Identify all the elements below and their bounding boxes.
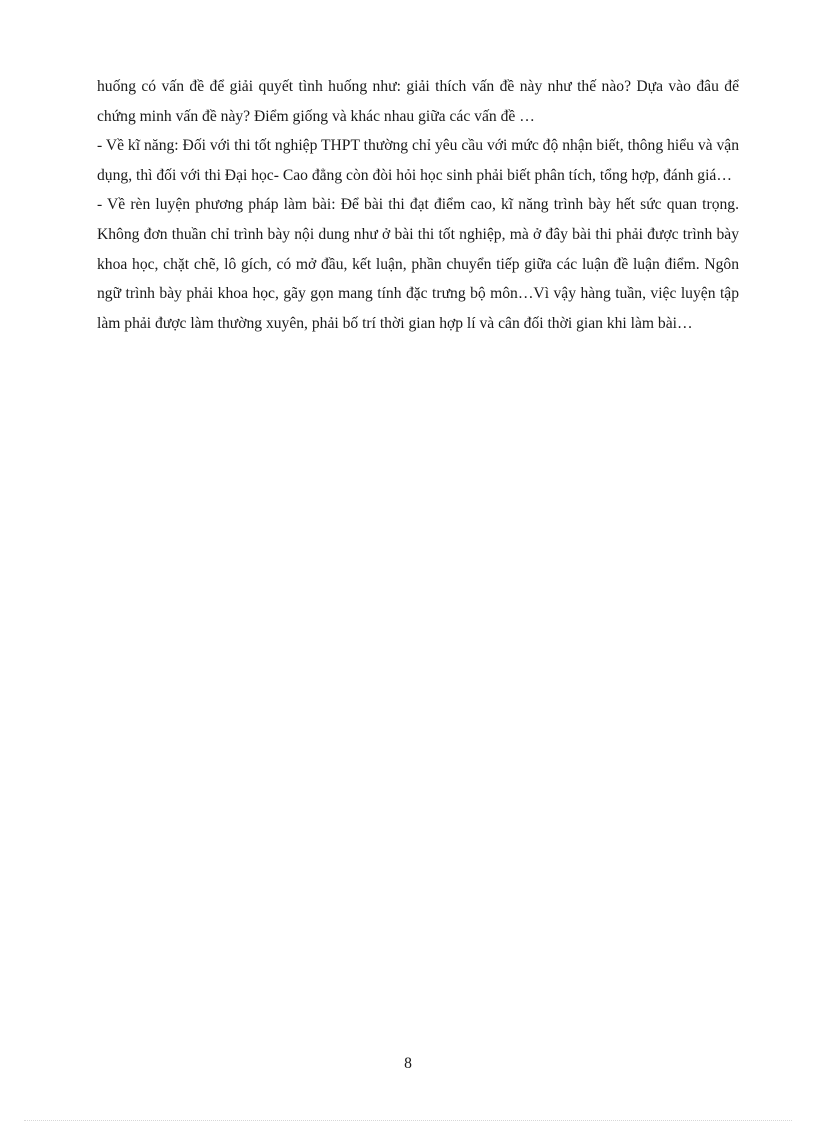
page-bottom-divider: [24, 1120, 792, 1121]
paragraph-continuation: huống có vấn đề để giải quyết tình huống như: giải thích vấn đề này như thế nào? Dựa vào đâu để chứng minh vấn đề này? Điểm giống và khác nhau giữa các vấn đề …: [97, 78, 739, 125]
paragraph-skills: - Về kĩ năng: Đối với thi tốt nghiệp THPT thường chỉ yêu cầu với mức độ nhận biết, thông hiểu và vận dụng, thì đối với thi Đại học- Cao đẳng còn đòi hỏi học sinh phải biết phân tích, tổng hợp, đánh giá…: [97, 137, 739, 184]
paragraph-method: - Về rèn luyện phương pháp làm bài: Để bài thi đạt điểm cao, kĩ năng trình bày hết sức quan trọng. Không đơn thuần chỉ trình bày nội dung như ở bài thi tốt nghiệp, mà ở đây bài thi phải được trình bày khoa học, chặt chẽ, lô gích, có mở đầu, kết luận, phần chuyển tiếp giữa các luận đề luận điểm. Ngôn ngữ trình bày phải khoa học, gãy gọn mang tính đặc trưng bộ môn…Vì vậy hàng tuần, việc luyện tập làm phải được làm thường xuyên, phải bố trí thời gian hợp lí và cân đối thời gian khi làm bài…: [97, 196, 739, 332]
page-number: 8: [404, 1055, 412, 1072]
body-text: [97, 72, 739, 338]
